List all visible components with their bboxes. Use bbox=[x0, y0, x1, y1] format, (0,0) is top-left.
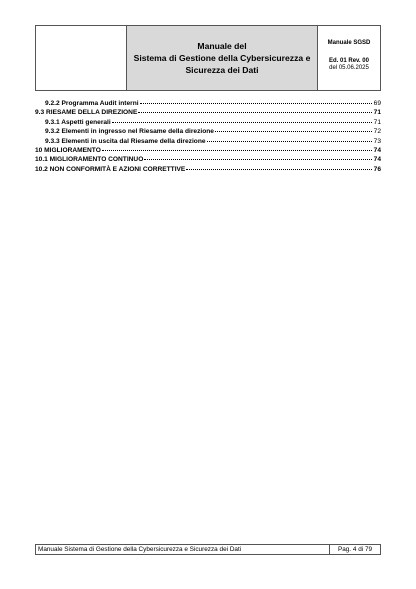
toc-entry-title: 10 MIGLIORAMENTO bbox=[35, 147, 101, 155]
toc-entry-title: 9.3.3 Elementi in uscita dal Riesame della direzione bbox=[45, 137, 206, 145]
dot-leader bbox=[112, 122, 372, 123]
toc-entry-page: 74 bbox=[373, 147, 381, 155]
toc-entry[interactable] bbox=[35, 118, 381, 127]
toc-entry-page: 71 bbox=[373, 118, 381, 126]
title-line-1: Manuale del bbox=[197, 41, 247, 51]
toc-entry[interactable] bbox=[35, 137, 381, 146]
toc-entry[interactable] bbox=[35, 127, 381, 136]
dot-leader bbox=[102, 150, 372, 151]
document-meta bbox=[318, 26, 380, 90]
dot-leader bbox=[144, 159, 372, 160]
toc-entry-title: 9.3.1 Aspetti generali bbox=[45, 118, 111, 126]
toc-entry-title: 9.2.2 Programma Audit interni bbox=[45, 100, 139, 107]
dot-leader bbox=[138, 112, 372, 113]
document-title bbox=[127, 26, 318, 90]
toc-entry-title: 10.1 MIGLIORAMENTO CONTINUO bbox=[35, 156, 144, 164]
toc-entry[interactable] bbox=[35, 165, 381, 174]
dot-leader bbox=[140, 103, 372, 104]
doc-code: Manuale SGSD bbox=[327, 40, 371, 46]
page-header bbox=[35, 25, 381, 91]
toc-entry[interactable] bbox=[35, 146, 381, 155]
toc-entry-page: 71 bbox=[373, 109, 381, 117]
title-line-3: Sicurezza dei Dati bbox=[185, 65, 259, 75]
dot-leader bbox=[215, 131, 372, 132]
toc-entry-page: 74 bbox=[373, 156, 381, 164]
edition-date: del 05.06.2025 bbox=[329, 65, 369, 71]
toc-entry-title: 9.3 RIESAME DELLA DIREZIONE bbox=[35, 109, 138, 117]
toc-entry[interactable] bbox=[35, 108, 381, 117]
edition: Ed. 01 Rev. 00 bbox=[329, 58, 369, 64]
footer-title: Manuale Sistema di Gestione della Cybersicurezza e Sicurezza dei Dati bbox=[36, 545, 330, 554]
toc-entry-title: 10.2 NON CONFORMITÀ E AZIONI CORRETTIVE bbox=[35, 165, 186, 173]
toc-entry[interactable] bbox=[35, 155, 381, 164]
title-line-2: Sistema di Gestione della Cybersicurezza e bbox=[133, 53, 311, 63]
toc-entry-page: 76 bbox=[373, 165, 381, 173]
logo-area bbox=[36, 26, 127, 90]
table-of-contents bbox=[35, 99, 381, 174]
dot-leader bbox=[207, 141, 372, 142]
page-footer bbox=[35, 544, 381, 555]
page-number: Pag. 4 di 79 bbox=[337, 546, 373, 553]
toc-entry-page: 73 bbox=[373, 137, 381, 145]
toc-entry[interactable] bbox=[35, 99, 381, 108]
toc-entry-page: 72 bbox=[373, 128, 381, 136]
toc-entry-title: 9.3.2 Elementi in ingresso nel Riesame della direzione bbox=[45, 128, 214, 136]
toc-entry-page: 69 bbox=[373, 100, 381, 107]
dot-leader bbox=[186, 169, 372, 170]
